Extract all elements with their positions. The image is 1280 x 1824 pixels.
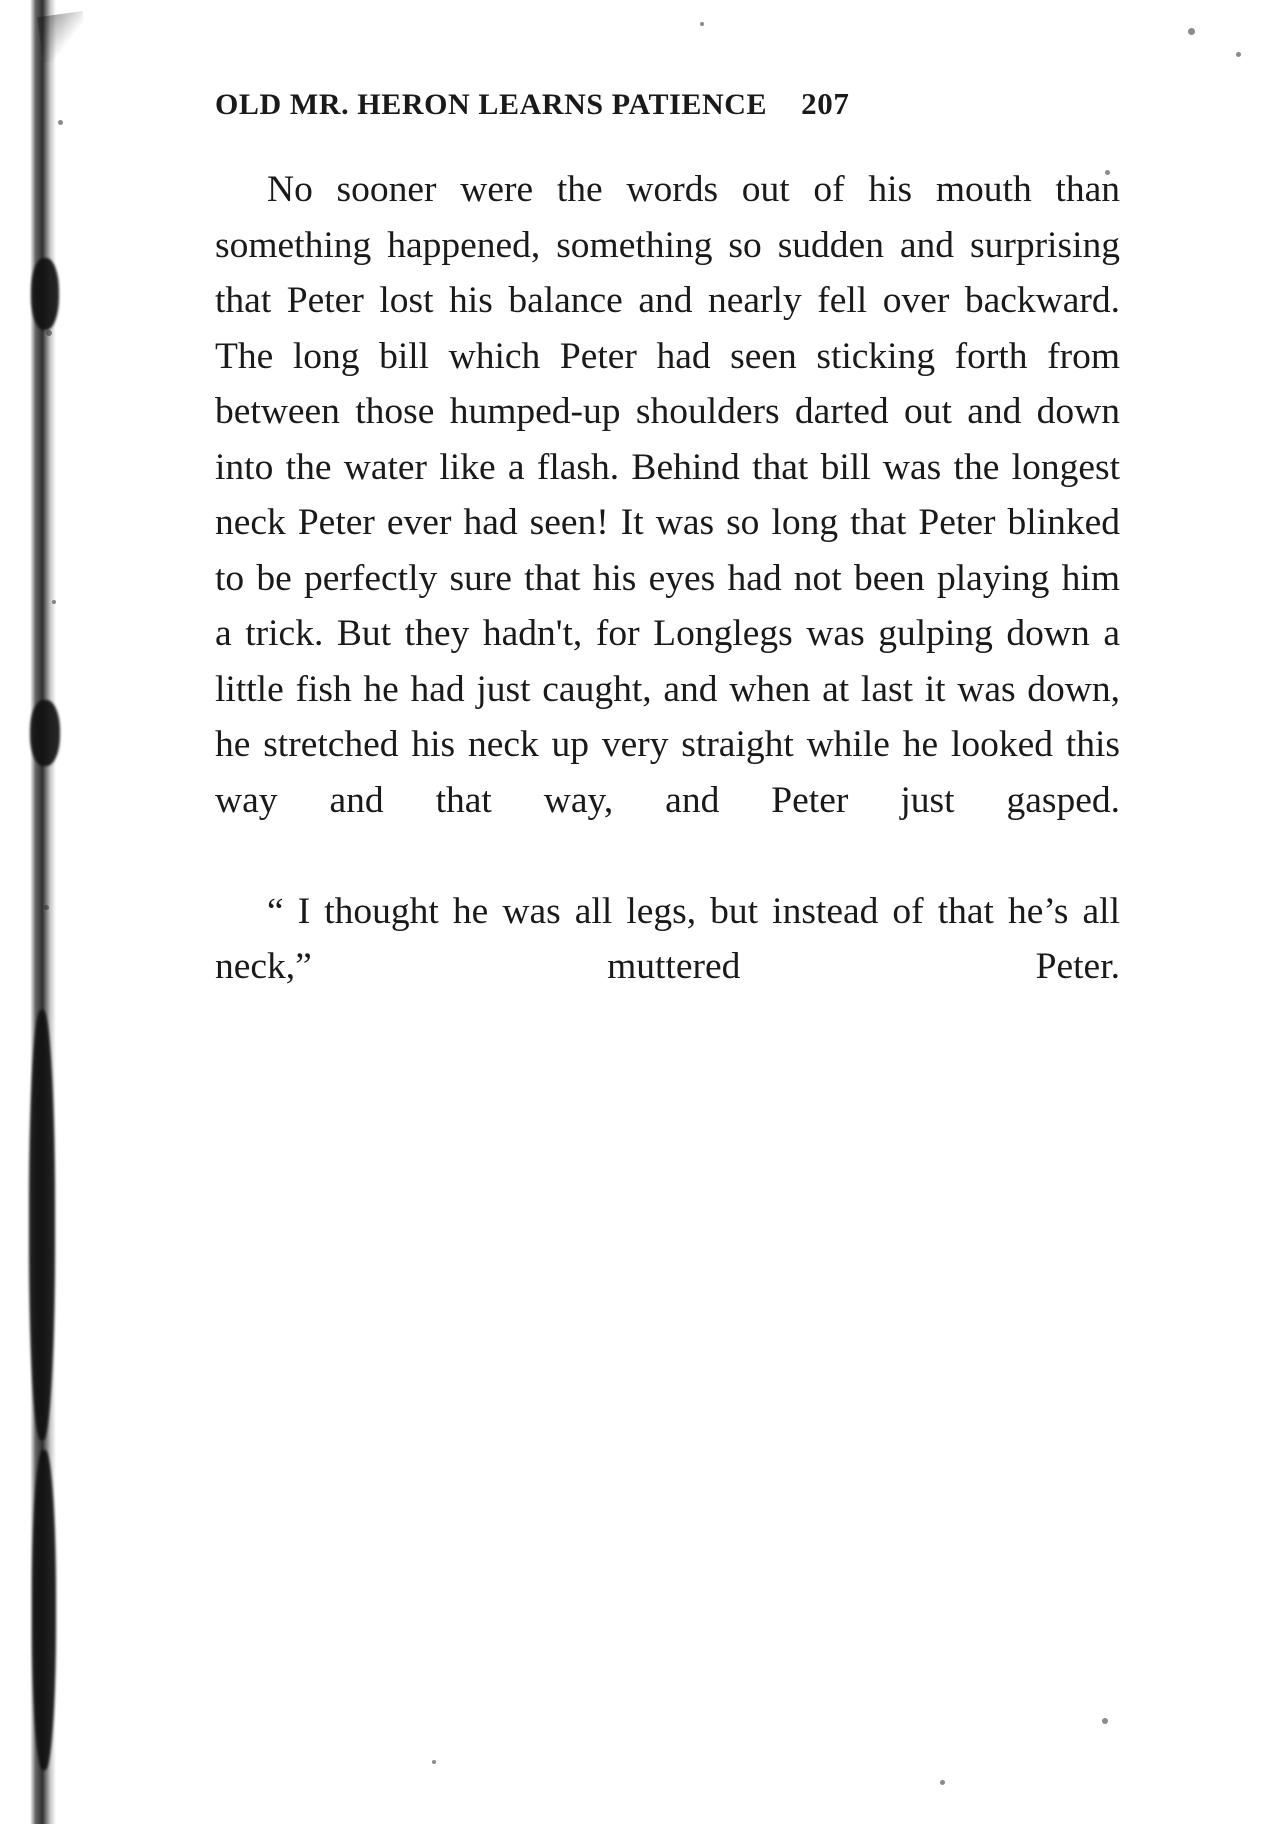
gutter-ink-blot xyxy=(30,700,60,766)
scan-speck xyxy=(58,120,63,125)
running-head xyxy=(215,86,1120,122)
scan-speck xyxy=(44,905,49,910)
page-content xyxy=(215,0,1120,1824)
scan-corner-artifact xyxy=(37,11,89,63)
gutter-ink-blot xyxy=(32,1450,56,1770)
body-text xyxy=(215,162,1120,1050)
running-head-title: OLD MR. HERON LEARNS PATIENCE xyxy=(215,88,768,121)
scan-speck xyxy=(1236,52,1241,57)
gutter-shadow xyxy=(30,0,56,1824)
paragraph: “ I thought he was all legs, but instead of that he’s all neck,” muttered Peter. xyxy=(215,890,1120,987)
page-number: 207 xyxy=(801,86,850,121)
paragraph: No sooner were the words out of his mouth than something happened, something so sudden and surprising that Peter lost his balance and nearly fell over backward. The long bill which Peter had seen sticking forth from between those humped-up shoulders darted out and down into the water like a flash. Behind that bill was the longest neck Peter ever had seen! It was so long that Peter blinked to be perfectly sure that his eyes had not been playing him a trick. But they hadn't, for Longlegs was gulping down a little fish he had just caught, and when at last it was down, he stretched his neck up very straight while he looked this way and that way, and Peter just gasped. xyxy=(215,169,1120,821)
scan-speck xyxy=(1188,28,1195,35)
gutter-ink-blot xyxy=(31,258,59,330)
gutter-ink-blot xyxy=(29,1010,55,1440)
scan-speck xyxy=(46,330,52,336)
scan-speck xyxy=(52,600,56,604)
scan-binding-edge xyxy=(0,0,78,1824)
